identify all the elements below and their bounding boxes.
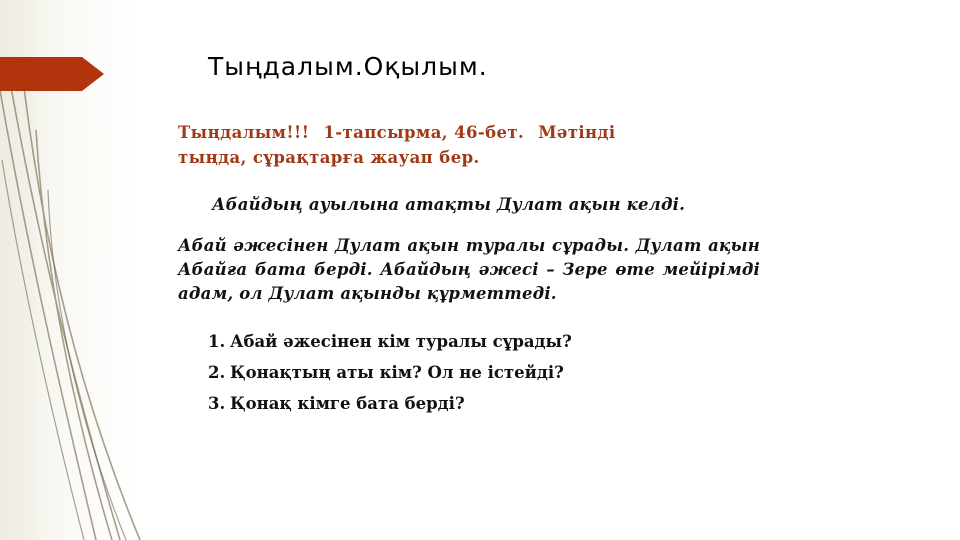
worksheet-heading-label: Тыңдалым!!! [178,123,310,142]
accent-arrow-shape [0,57,104,91]
question-number: 2. [208,363,226,383]
worksheet-heading [178,121,758,171]
worksheet-paragraph-1-text: Абайдың ауылына атақты Дулат ақын келді. [212,194,686,214]
list-item [178,392,678,416]
worksheet-task-reference: 1-тапсырма, 46-бет. [323,123,525,142]
list-item [178,330,678,354]
question-text: Абай әжесінен кім туралы сұрады? [230,332,572,352]
question-number: 3. [208,394,226,414]
question-text: Қонақ кімге бата берді? [230,394,465,414]
worksheet-question-list [178,330,678,416]
worksheet-paragraph-2: Абай әжесінен Дулат ақын туралы сұрады. Дулат ақын Абайға бата берді. Абайдың әжесі – Зере өте мейірімді адам, ол Дулат ақынды құрметтеді. [178,236,760,304]
worksheet-instruction: тыңда, сұрақтарға жауап бер. [178,147,480,167]
question-text: Қонақтың аты кім? Ол не істейді? [230,363,564,383]
worksheet-heading-text-word: Мәтінді [538,123,616,142]
worksheet-paragraph-1 [178,193,818,217]
worksheet-image [148,99,860,501]
question-number: 1. [208,332,226,352]
list-item [178,361,678,385]
page-title: Тыңдалым.Оқылым. [208,52,488,81]
